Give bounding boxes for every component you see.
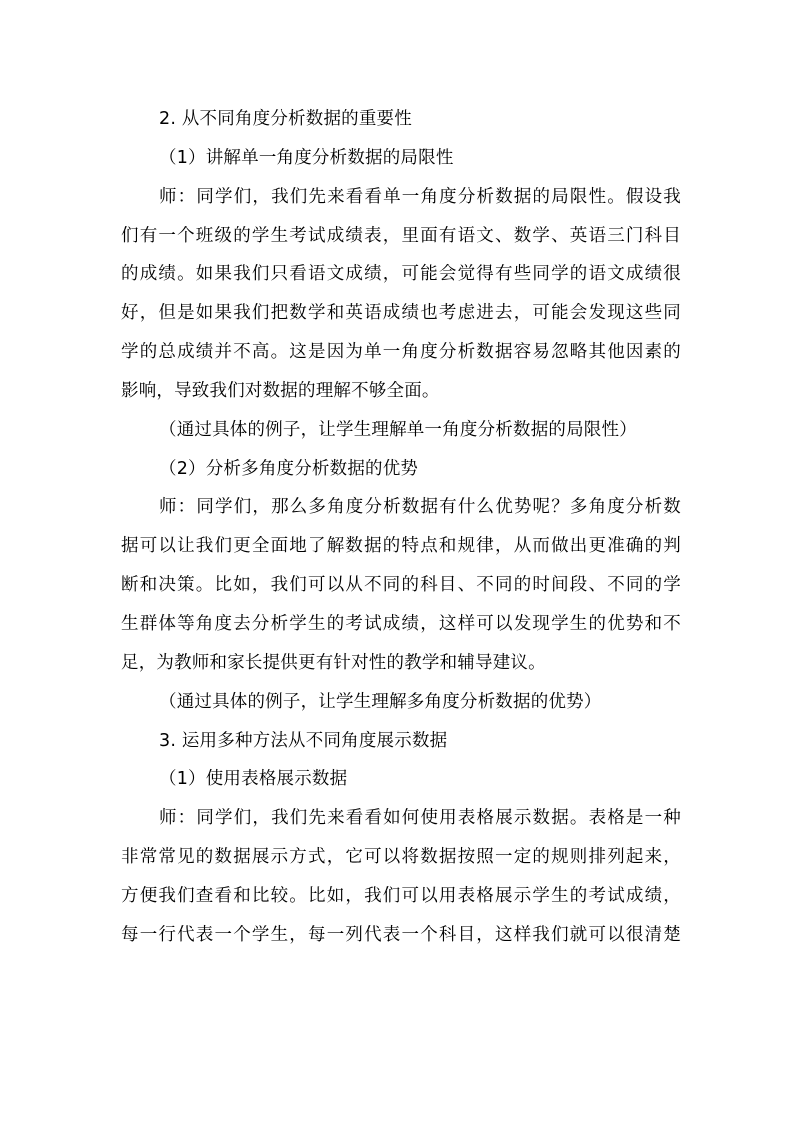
section-2-1-title: （1）讲解单一角度分析数据的局限性 [159, 147, 454, 168]
paragraph-line: 好，但是如果我们把数学和英语成绩也考虑进去，可能会发现这些同 [121, 303, 681, 324]
section-3-heading: 3. 运用多种方法从不同角度展示数据 [159, 730, 448, 751]
paragraph-line: 们有一个班级的学生考试成绩表，里面有语文、数学、英语三门科目 [121, 225, 681, 246]
section-2-heading: 2. 从不同角度分析数据的重要性 [159, 109, 412, 129]
paragraph-line: 每一行代表一个学生，每一列代表一个科目，这样我们就可以很清楚 [121, 924, 681, 945]
paragraph-line: 足，为教师和家长提供更有针对性的教学和辅导建议。 [121, 652, 546, 673]
paragraph-line: 师：同学们，那么多角度分析数据有什么优势呢？多角度分析数 [159, 497, 681, 518]
section-2-1-note: （通过具体的例子，让学生理解单一角度分析数据的局限性） [159, 419, 637, 440]
paragraph-line: 据可以让我们更全面地了解数据的特点和规律，从而做出更准确的判 [121, 536, 681, 557]
section-2-2-title: （2）分析多角度分析数据的优势 [159, 458, 419, 479]
paragraph-line: 断和决策。比如，我们可以从不同的科目、不同的时间段、不同的学 [121, 575, 681, 596]
paragraph-line: 的成绩。如果我们只看语文成绩，可能会觉得有些同学的语文成绩很 [121, 264, 681, 285]
paragraph-line: 师：同学们，我们先来看看单一角度分析数据的局限性。假设我 [159, 186, 681, 207]
paragraph-line: 影响，导致我们对数据的理解不够全面。 [121, 380, 440, 401]
paragraph-line: 生群体等角度去分析学生的考试成绩，这样可以发现学生的优势和不 [121, 613, 681, 634]
paragraph-line: 方便我们查看和比较。比如，我们可以用表格展示学生的考试成绩， [121, 885, 681, 906]
section-3-1-title: （1）使用表格展示数据 [159, 769, 348, 790]
paragraph-line: 非常常见的数据展示方式，它可以将数据按照一定的规则排列起来， [121, 847, 681, 868]
document-body [121, 100, 681, 955]
paragraph-line: 学的总成绩并不高。这是因为单一角度分析数据容易忽略其他因素的 [121, 342, 681, 363]
section-2-2-note: （通过具体的例子，让学生理解多角度分析数据的优势） [159, 691, 602, 712]
paragraph-line: 师：同学们，我们先来看看如何使用表格展示数据。表格是一种 [159, 808, 681, 829]
